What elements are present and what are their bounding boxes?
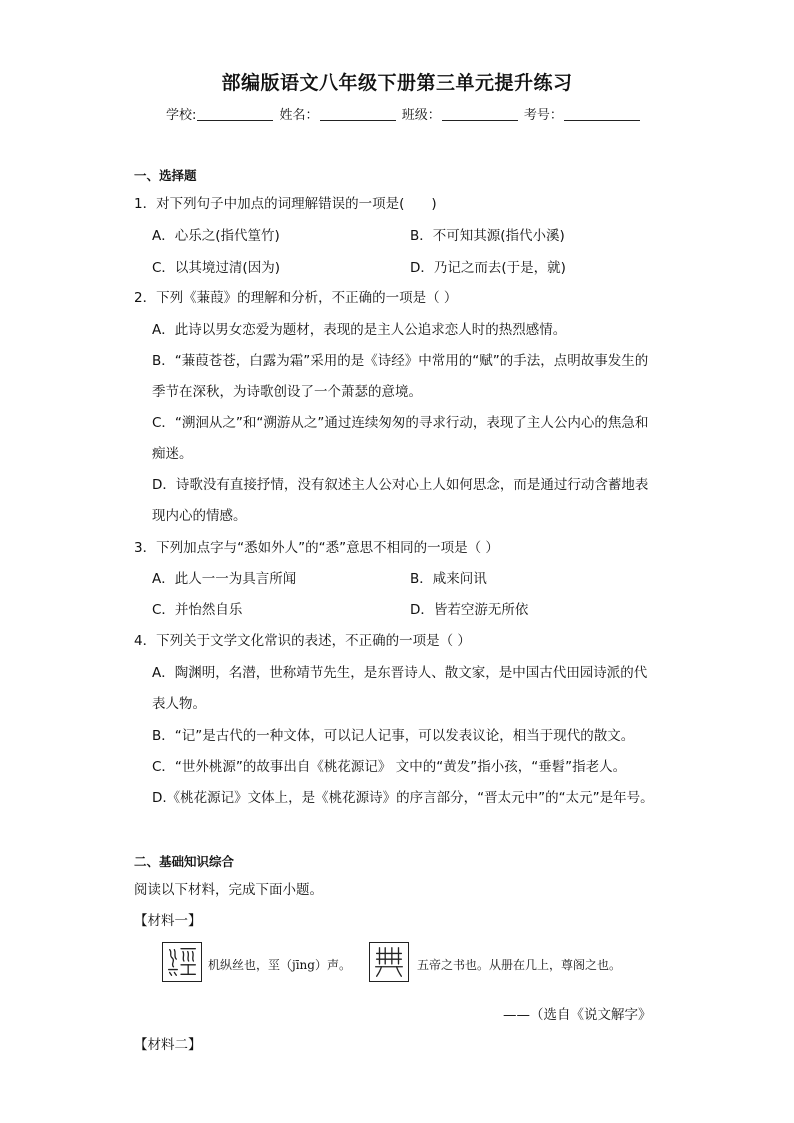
material-1-definition-dian: 五帝之书也。从册在几上，尊阁之也。 xyxy=(417,958,622,972)
class-blank xyxy=(442,108,518,121)
question-3-option-a: A．此人一一为具言所闻 xyxy=(152,571,297,587)
exam-number-label: 考号： xyxy=(523,108,563,123)
name-blank xyxy=(320,108,396,121)
name-label: 姓名： xyxy=(279,108,319,123)
seal-script-dian-image xyxy=(369,942,409,982)
question-2-line: 痴迷。 xyxy=(152,446,193,462)
school-blank xyxy=(197,108,273,121)
question-2-line: B．“蒹葭苍苍，白露为霜”采用的是《诗经》中常用的“赋”的手法，点明故事发生的 xyxy=(152,353,649,369)
seal-script-jing-image xyxy=(162,942,202,982)
question-2-line: A．此诗以男女恋爱为题材，表现的是主人公追求恋人时的热烈感情。 xyxy=(152,322,567,338)
question-2-stem: 2．下列《蒹葭》的理解和分析，不正确的一项是（ ） xyxy=(134,290,458,306)
class-label: 班级： xyxy=(401,108,441,123)
school-label: 学校: xyxy=(166,108,197,123)
question-1-stem: 1．对下列句子中加点的词理解错误的一项是( ) xyxy=(134,196,437,212)
student-info-line xyxy=(166,104,642,123)
question-4-stem: 4．下列关于文学文化常识的表述，不正确的一项是（ ） xyxy=(134,633,471,649)
section-heading-choice: 一、选择题 xyxy=(134,168,197,183)
question-1-option-d: D．乃记之而去(于是，就) xyxy=(410,260,566,276)
material-1-label: 【材料一】 xyxy=(134,913,202,929)
question-4-line: C．“世外桃源”的故事出自《桃花源记》 文中的“黄发”指小孩，“垂髫”指老人。 xyxy=(152,759,627,775)
question-2-line: 季节在深秋，为诗歌创设了一个萧瑟的意境。 xyxy=(152,384,422,400)
question-1-option-b: B．不可知其源(指代小溪) xyxy=(410,228,565,244)
question-4-line: A．陶渊明，名潜，世称靖节先生，是东晋诗人、散文家，是中国古代田园诗派的代 xyxy=(152,665,648,681)
material-2-label: 【材料二】 xyxy=(134,1037,202,1053)
section-heading-basics: 二、基础知识综合 xyxy=(134,854,235,869)
reading-instruction: 阅读以下材料，完成下面小题。 xyxy=(134,882,323,898)
question-3-option-c: C．并怡然自乐 xyxy=(152,602,243,618)
question-4-line: B．“记”是古代的一种文体，可以记人记事，可以发表议论，相当于现代的散文。 xyxy=(152,728,635,744)
seal-jing-glyph xyxy=(163,943,201,981)
question-4-line: D.《桃花源记》文体上，是《桃花源诗》的序言部分，“晋太元中”的“太元”是年号。 xyxy=(152,790,654,806)
question-2-line: 现内心的情感。 xyxy=(152,508,247,524)
question-3-option-d: D．皆若空游无所依 xyxy=(410,602,529,618)
material-1-source: ——（选自《说文解字》 xyxy=(503,1007,652,1023)
question-1-option-a: A．心乐之(指代篁竹) xyxy=(152,228,280,244)
question-4-line: 表人物。 xyxy=(152,696,206,712)
seal-dian-glyph xyxy=(370,943,408,981)
question-3-option-b: B．咸来问讯 xyxy=(410,571,487,587)
question-1-option-c: C．以其境过清(因为) xyxy=(152,260,280,276)
page-title: 部编版语文八年级下册第三单元提升练习 xyxy=(221,72,573,94)
question-2-line: D．诗歌没有直接抒情，没有叙述主人公对心上人如何思念，而是通过行动含蓄地表 xyxy=(152,477,649,493)
exam-number-blank xyxy=(564,108,640,121)
question-3-stem: 3．下列加点字与“悉如外人”的“悉”意思不相同的一项是（ ） xyxy=(134,540,499,556)
question-2-line: C．“溯洄从之”和“溯游从之”通过连续匆匆的寻求行动，表现了主人公内心的焦急和 xyxy=(152,415,649,431)
material-1-definition-jing: 机纵丝也，坙（jīng）声。 xyxy=(208,958,351,972)
